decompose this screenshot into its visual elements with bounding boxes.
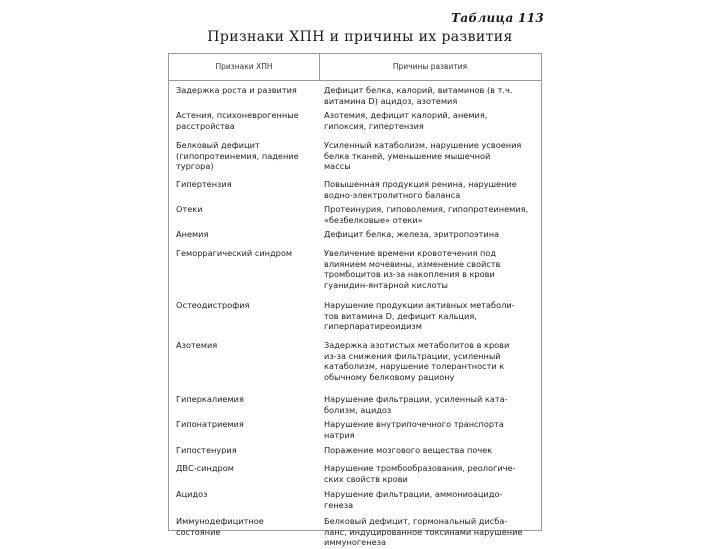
cause-text-line: водно-электролитного баланса xyxy=(324,189,461,200)
table-title: Признаки ХПН и причины их развития xyxy=(207,29,513,45)
sign-text-line: Белковый дефицит xyxy=(176,140,260,150)
sign-text-line: Астения, психоневрогенные xyxy=(176,110,299,120)
cause-cell xyxy=(319,390,541,415)
sign-text-line: Анемия xyxy=(176,229,209,239)
sign-text-line: Остеодистрофия xyxy=(176,300,250,310)
cause-text-line: гуанидин-янтарной кислоты xyxy=(324,279,448,290)
sign-text-line: Гипонатриемия xyxy=(176,419,244,429)
sign-text-line: Азотемия xyxy=(176,340,218,350)
cause-cell xyxy=(319,441,541,459)
column-header-causes: Причины развития xyxy=(392,62,468,71)
sign-text-line: Гипостенурия xyxy=(176,445,237,455)
sign-cell xyxy=(169,244,319,296)
sign-text-line: Задержка роста и развития xyxy=(176,85,297,95)
cause-text-line: тов витамина D, дефицит кальция, xyxy=(324,310,477,321)
cause-text-line: массы xyxy=(324,161,351,171)
cause-cell xyxy=(319,459,541,485)
cause-cell xyxy=(319,296,541,336)
cause-text-line: гиперпаратиреоидизм xyxy=(324,321,422,331)
sign-text-line: Ацидоз xyxy=(176,489,208,499)
cause-text-line: витамина D) ацидоз, азотемия xyxy=(324,95,458,106)
table-row xyxy=(169,296,541,336)
cause-text-line: Нарушение тромбообразования, реологиче- xyxy=(324,463,516,473)
cause-text-line: обычному белковому рациону xyxy=(324,371,455,382)
cause-text-line: Повышенная продукция ренина, нарушение xyxy=(324,179,517,189)
cause-text-line: влиянием мочевины, изменение свойств xyxy=(324,258,501,269)
cause-text-line: катаболизм, нарушение толерантности к xyxy=(324,361,505,371)
table-row xyxy=(169,459,541,485)
cause-text-line: белка тканей, уменьшение мышечной xyxy=(324,150,491,161)
cause-text-line: «безбелковые» отеки» xyxy=(324,214,423,225)
sign-cell xyxy=(169,390,319,415)
sign-cell xyxy=(169,225,319,244)
cause-text-line: Дефицит белка, калорий, витаминов (в т.ч. xyxy=(324,85,513,95)
sign-text-line: Гипертензия xyxy=(176,179,232,189)
cause-text-line: ланс, индуцированное токсинами нарушение xyxy=(324,526,523,537)
sign-text-line: ДВС-синдром xyxy=(176,463,234,473)
cause-cell xyxy=(319,200,541,225)
sign-cell xyxy=(169,415,319,441)
cause-text-line: тромбоцитов из-за накопления в крови xyxy=(324,269,495,279)
sign-cell xyxy=(169,459,319,485)
cause-cell xyxy=(319,225,541,244)
cause-text-line: Дефицит белка, железа, эритропоэтина xyxy=(324,229,500,239)
cause-cell xyxy=(319,244,541,296)
sign-cell xyxy=(169,485,319,512)
table-row xyxy=(169,175,541,200)
cause-text-line: Усиленный катаболизм, нарушение усвоения xyxy=(324,140,522,150)
cause-text-line: из-за снижения фильтрации, усиленный xyxy=(324,350,501,361)
sign-text-line: (гипопротеинемия, падение xyxy=(176,150,299,161)
sign-cell xyxy=(169,512,319,549)
sign-text-line: Гиперкалиемия xyxy=(176,394,244,404)
cause-text-line: генеза xyxy=(324,499,354,510)
cause-text-line: Белковый дефицит, гормональный дисба- xyxy=(324,516,508,526)
cause-cell xyxy=(319,106,541,136)
table-row xyxy=(169,136,541,175)
sign-cell xyxy=(169,106,319,136)
table-row xyxy=(169,415,541,441)
sign-text-line: Отеки xyxy=(176,204,203,214)
table-number: Таблица 113 xyxy=(451,11,544,25)
cause-text-line: натрия xyxy=(324,429,355,440)
table-row xyxy=(169,225,541,244)
table-body xyxy=(169,81,541,549)
sign-cell xyxy=(169,136,319,175)
table-row xyxy=(169,244,541,296)
cause-cell xyxy=(319,415,541,441)
table-row xyxy=(169,200,541,225)
symptoms-table xyxy=(168,53,542,547)
sign-cell xyxy=(169,336,319,390)
sign-cell xyxy=(169,296,319,336)
cause-text-line: ских свойств крови xyxy=(324,473,408,484)
cause-text-line: Поражение мозгового вещества почек xyxy=(324,445,493,455)
sign-cell xyxy=(169,81,319,106)
cause-cell xyxy=(319,485,541,512)
sign-text-line: Иммунодефицитное xyxy=(176,516,264,526)
sign-text-line: тургора) xyxy=(176,161,214,171)
table-row xyxy=(169,485,541,512)
sign-cell xyxy=(169,200,319,225)
cause-text-line: Нарушение внутрипочечного транспорта xyxy=(324,419,504,429)
table-row xyxy=(169,390,541,415)
cause-text-line: Увеличение времени кровотечения под xyxy=(324,248,497,258)
sign-cell xyxy=(169,175,319,200)
cause-text-line: иммуногенеза xyxy=(324,537,386,547)
sign-text-line: состояние xyxy=(176,526,221,537)
column-header-signs: Признаки ХПН xyxy=(169,54,320,80)
sign-text-line: расстройства xyxy=(176,120,235,131)
cause-cell xyxy=(319,81,541,106)
cause-text-line: болизм, ацидоз xyxy=(324,404,392,415)
cause-text-line: Нарушение фильтрации, аммониоацидо- xyxy=(324,489,503,499)
table-row xyxy=(169,81,541,106)
table-row xyxy=(169,336,541,390)
cause-text-line: Азотемия, дефицит калорий, анемия, xyxy=(324,110,488,120)
cause-text-line: Задержка азотистых метаболитов в крови xyxy=(324,340,510,350)
table-header-row xyxy=(169,54,541,81)
table-row xyxy=(169,106,541,136)
sign-cell xyxy=(169,441,319,459)
cause-cell xyxy=(319,336,541,390)
cause-cell xyxy=(319,512,541,549)
cause-cell xyxy=(319,136,541,175)
cause-text-line: Нарушение фильтрации, усиленный ката- xyxy=(324,394,508,404)
sign-text-line: Геморрагический синдром xyxy=(176,248,293,258)
cause-text-line: гипоксия, гипертензия xyxy=(324,120,424,131)
cause-cell xyxy=(319,175,541,200)
cause-text-line: Протеинурия, гиповолемия, гипопротеинемия, xyxy=(324,204,529,214)
cause-text-line: Нарушение продукции активных метаболи- xyxy=(324,300,515,310)
table-row xyxy=(169,441,541,459)
table-row xyxy=(169,512,541,549)
